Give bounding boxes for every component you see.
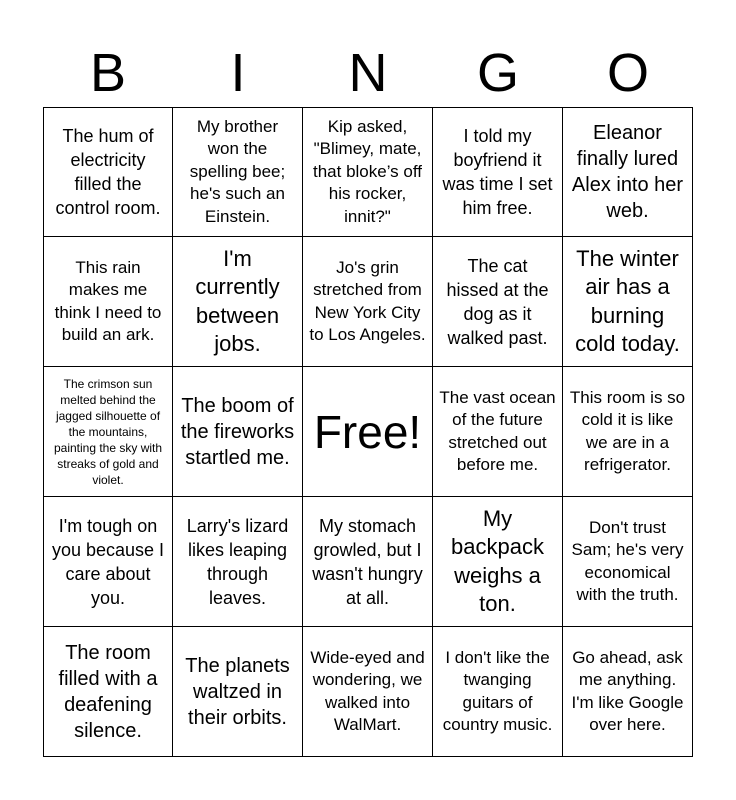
cell-text: I don't like the twanging guitars of country music. [442,647,553,734]
bingo-cell[interactable] [173,367,303,497]
header-letter-b: B [89,43,127,103]
bingo-cell[interactable] [303,627,433,757]
cell-text: I told my boyfriend it was time I set him free. [442,126,553,218]
bingo-cell[interactable] [563,627,693,757]
bingo-board [43,107,693,757]
cell-text: This rain makes me think I need to build an ark. [54,257,162,344]
bingo-cell[interactable] [563,237,693,367]
cell-text: This room is so cold it is like we are in a refrigerator. [569,387,686,474]
bingo-cell[interactable] [433,367,563,497]
cell-text: The planets waltzed in their orbits. [185,654,290,729]
cell-text: Kip asked, "Blimey, mate, that bloke’s off his rocker, innit?" [312,116,422,226]
cell-text: My stomach growled, but I wasn't hungry at all. [312,515,423,608]
cell-text: The boom of the fireworks startled me. [180,394,295,469]
header-letter-n: N [348,43,388,103]
bingo-cell[interactable] [303,497,433,627]
bingo-cell[interactable] [43,627,173,757]
bingo-header [43,40,693,106]
cell-text: The vast ocean of the future stretched out before me. [439,387,556,474]
bingo-cell[interactable] [173,107,303,237]
cell-text: Go ahead, ask me anything. I'm like Google over here. [571,647,684,734]
bingo-cell[interactable] [43,107,173,237]
cell-text: Eleanor finally lured Alex into her web. [571,122,684,222]
bingo-cell[interactable] [173,497,303,627]
bingo-cell[interactable] [563,367,693,497]
bingo-cell[interactable] [43,497,173,627]
header-letter-i: I [230,43,246,103]
bingo-cell[interactable] [303,107,433,237]
bingo-cell[interactable] [563,497,693,627]
cell-text: Jo's grin stretched from New York City to Los Angeles. [309,257,426,344]
cell-text: Wide-eyed and wondering, we walked into WalMart. [310,647,425,734]
header-letter-o: O [606,43,649,103]
bingo-cell[interactable] [433,497,563,627]
bingo-cell[interactable] [173,627,303,757]
cell-text: My backpack weighs a ton. [451,505,544,616]
cell-text: The room filled with a deafening silence. [58,641,158,742]
cell-text: The crimson sun melted behind the jagged silhouette of the mountains, painting the sky with streaks of gold and violet. [53,376,163,487]
cell-text: Don't trust Sam; he's very economical with the truth. [571,517,684,604]
cell-text: The winter air has a burning cold today. [575,245,680,356]
free-space[interactable] [303,367,433,497]
cell-text: My brother won the spelling bee; he's such an Einstein. [189,116,286,226]
header-letter-g: G [476,43,519,103]
bingo-cell[interactable] [563,107,693,237]
bingo-cell[interactable] [433,237,563,367]
free-space-text: Free! [313,405,422,458]
bingo-cell[interactable] [433,107,563,237]
cell-text: Larry's lizard likes leaping through leaves. [186,515,289,608]
cell-text: The cat hissed at the dog as it walked past. [446,255,549,348]
bingo-cell[interactable] [173,237,303,367]
bingo-cell[interactable] [433,627,563,757]
bingo-cell[interactable] [43,237,173,367]
cell-text: The hum of electricity filled the control room. [55,126,161,218]
bingo-cell[interactable] [43,367,173,497]
cell-text: I'm currently between jobs. [195,245,280,356]
bingo-cell[interactable] [303,237,433,367]
cell-text: I'm tough on you because I care about you. [51,515,165,608]
